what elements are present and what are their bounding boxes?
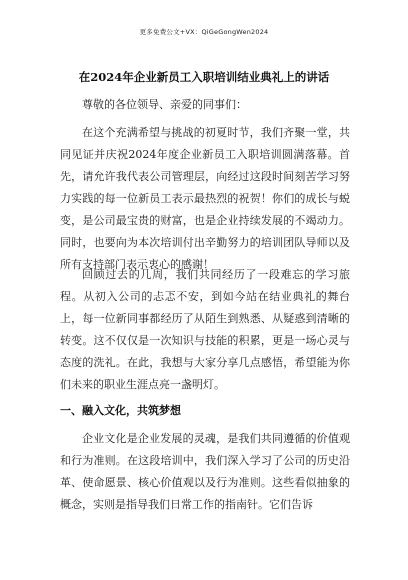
paragraph-opening: 在这个充满希望与挑战的初夏时节，我们齐聚一堂，共同见证并庆祝2024年度企业新员工入职培训圆满落幕。首先，请允许我代表公司管理层，向经过这段时间刻苦学习努力实践的每一位新员工表示最热烈的祝贺！你们的成长与蜕变，是公司最宝贵的财富，也是企业持续发展的不竭动力。同时，也要向为本次培训付出辛勤努力的培训团队导师以及所有支持部门表示衷心的感谢！ (60, 126, 350, 271)
header-note: 更多免费公文+VX：QiGeGongWen2024 (139, 28, 269, 36)
paragraph-review: 回顾过去的几周，我们共同经历了一段难忘的学习旅程。从初入公司的忐忑不安，到如今站在结业典礼的舞台上，每一位新同事都经历了从陌生到熟悉、从疑惑到清晰的转变。这不仅仅是一次知识与技能的积累，更是一场心灵与态度的洗礼。在此，我想与大家分享几点感悟，希望能为你们未来的职业生涯点亮一盏明灯。 (60, 268, 350, 391)
section-paragraph: 企业文化是企业发展的灵魂，是我们共同遵循的价值观和行为准则。在这段培训中，我们深入学习了公司的历史沿革、使命愿景、核心价值观以及行为准则。这些看似抽象的概念，实则是指导我们日常工作的指南针。它们告诉 (60, 432, 350, 511)
section-heading: 一、融入文化，共筑梦想 (60, 404, 181, 417)
salutation: 尊敬的各位领导、亲爱的同事们： (82, 98, 247, 111)
document-title: 在2024年企业新员工入职培训结业典礼上的讲话 (78, 70, 330, 84)
